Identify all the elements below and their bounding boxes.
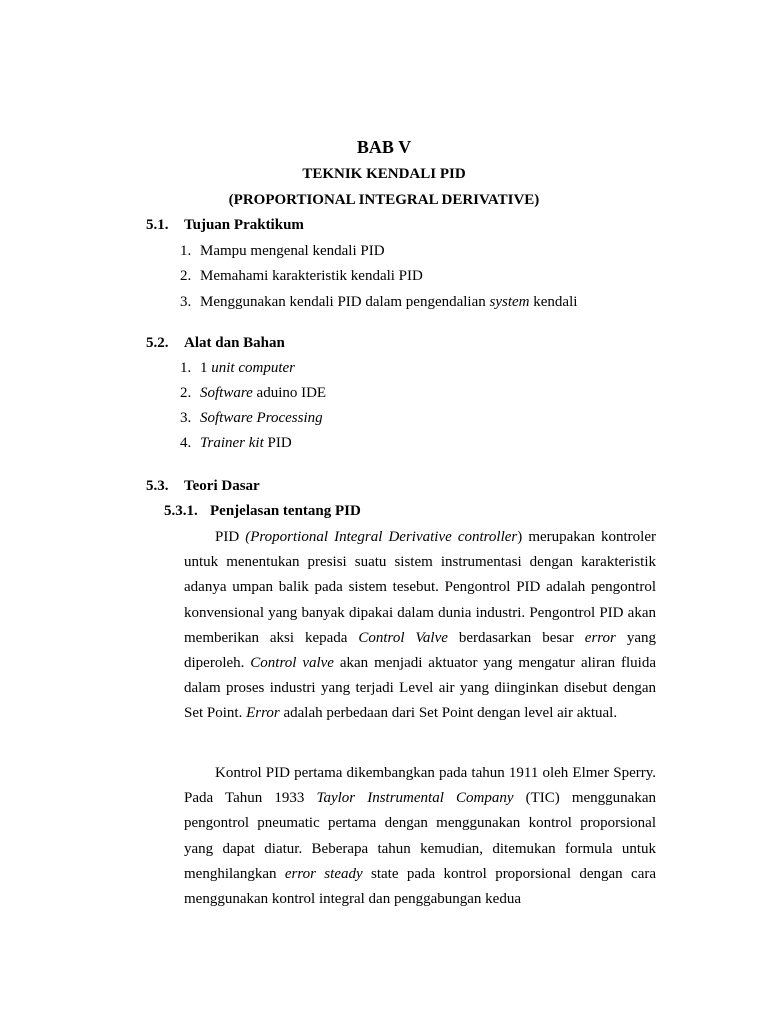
text-run: Control Valve — [358, 629, 448, 646]
section-heading-tujuan — [146, 217, 304, 234]
text-run: error — [584, 629, 616, 646]
section-heading-alat — [146, 335, 285, 352]
section-title: Teori Dasar — [184, 478, 260, 494]
list-item: 3. Software Processing — [180, 410, 323, 426]
list-item: 1. Mampu mengenal kendali PID — [180, 243, 385, 259]
section-title: Alat dan Bahan — [184, 335, 285, 351]
list-item: 4. Trainer kit PID — [180, 435, 292, 451]
text-run: Control valve — [250, 655, 334, 672]
text-run: akan menjadi aktuator yang mengatur aliran fluida dalam proses industri yang terjadi Level air yang diinginkan disebut dengan Set Point. — [184, 655, 656, 722]
text-run: Error — [246, 705, 280, 722]
section-heading-teori — [146, 478, 260, 495]
text-run: yang diperoleh. — [184, 629, 656, 672]
list-item: 2. Software aduino IDE — [180, 385, 327, 401]
paragraph-pid-history — [184, 761, 656, 912]
subsection-title: Penjelasan tentang PID — [210, 503, 361, 519]
chapter-title: TEKNIK KENDALI PID — [302, 166, 466, 182]
subsection-heading — [164, 503, 361, 520]
section-number: 5.2. — [146, 335, 169, 351]
text-run: state pada kontrol proporsional dengan cara menggunakan kontrol integral dan penggabungan kedua — [184, 865, 656, 908]
text-run: (TIC) menggunakan pengontrol pneumatic pertama dengan menggunakan kontrol proporsional yang dapat diatur. Beberapa tahun kemudian, ditemukan formula untuk menghilangkan — [184, 790, 656, 882]
text-run: (Proportional Integral Derivative controller — [245, 529, 518, 545]
text-run: berdasarkan besar — [447, 629, 585, 646]
list-item: 1. 1 unit computer — [180, 360, 295, 376]
text-run: Taylor Instrumental Company — [316, 790, 514, 807]
paragraph-pid-definition — [184, 525, 656, 727]
section-number: 5.1. — [146, 217, 169, 233]
list-item: 2. Memahami karakteristik kendali PID — [180, 268, 423, 284]
text-run: ) merupakan kontroler untuk menentukan presisi suatu sistem instrumentasi dengan karakteristik adanya umpan balik pada sistem tesebut. Pengontrol PID adalah pengontrol konvensional yang banyak dipakai dalam dunia industri. Pengontrol PID akan memberikan aksi kepada — [184, 529, 656, 646]
chapter-heading: BAB V — [356, 137, 412, 157]
text-run: PID — [215, 529, 246, 545]
list-item: 3. Menggunakan kendali PID dalam pengendalian system kendali — [180, 294, 578, 310]
text-run: adalah perbedaan dari Set Point dengan level air aktual. — [279, 705, 618, 722]
subsection-number: 5.3.1. — [164, 503, 198, 519]
section-title: Tujuan Praktikum — [184, 217, 304, 233]
text-run: error steady — [284, 865, 363, 882]
text-run: Kontrol PID pertama dikembangkan pada tahun 1911 oleh Elmer Sperry. Pada Tahun 1933 — [184, 765, 656, 807]
section-number: 5.3. — [146, 478, 169, 494]
chapter-subtitle: (PROPORTIONAL INTEGRAL DERIVATIVE) — [228, 192, 540, 208]
